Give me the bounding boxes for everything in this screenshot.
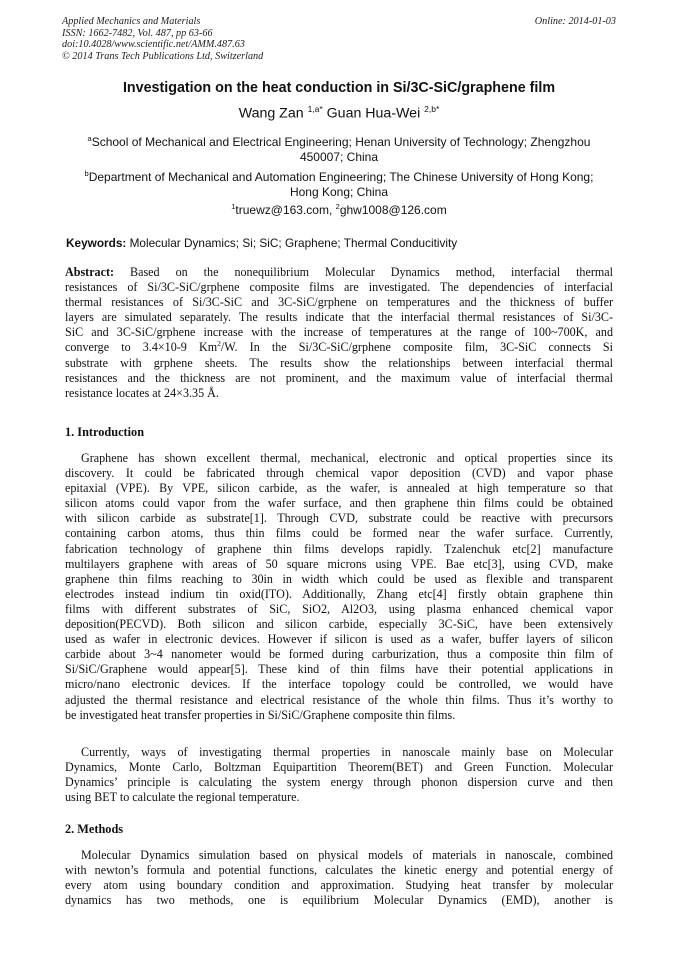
- issn-line: ISSN: 1662-7482, Vol. 487, pp 63-66: [62, 27, 213, 39]
- section-heading-methods: 2. Methods: [65, 822, 124, 836]
- author-1: Wang Zan: [238, 105, 308, 122]
- affiliation-a-line1: School of Mechanical and Electrical Engineering; Henan University of Technology; Zhengzhou: [91, 135, 591, 149]
- affiliation-a-sup: a: [87, 134, 92, 143]
- abstract-label: Abstract:: [65, 265, 115, 279]
- keywords: [66, 236, 457, 250]
- journal-name: Applied Mechanics and Materials: [62, 16, 201, 27]
- text-line: every atom using boundary condition and approximation. Studying heat transfer by molecular: [65, 878, 613, 893]
- abstract-line: resistances of Si/3C-SiC/grphene composite films are investigated. The dependencies of interfacial: [65, 280, 613, 295]
- abstract-line: resistance locates at 24×3.35 Å.: [65, 385, 219, 400]
- abstract-line: thermal resistances of Si/3C-SiC and 3C-SiC/grphene on temperatures and the thickness of buffer: [65, 295, 613, 310]
- abstract-line: SiC and 3C-SiC/grphene increase with the increase of temperatures at the range of 100~700K, and: [65, 325, 613, 340]
- text-line: with newton’s formula and potential functions, calculates the kinetic energy and potential energy of: [65, 863, 613, 878]
- text-line: Si/SiC/Graphene would appear[5]. These kind of thin films have their potential applications in: [65, 662, 613, 677]
- email-2-sup: 2: [335, 202, 340, 211]
- text-line: deposition(PECVD). Both silicon and silicon carbide, especially 3C-SiC, have been extensively: [65, 617, 613, 632]
- text-line: silicon atoms could vapor from the wafer surface, and then graphene thin films could be obtained: [65, 496, 613, 511]
- affiliation-b-line1: Department of Mechanical and Automation Engineering; The Chinese University of Hong Kong;: [88, 170, 594, 184]
- abstract-line: /W. In the Si/3C-SiC/grphene composite film, 3C-SiC connects Si: [220, 340, 613, 355]
- author-2: Guan Hua-Wei: [322, 105, 425, 122]
- text-line: Currently, ways of investigating thermal properties in nanoscale mainly base on Molecular: [81, 745, 613, 759]
- text-line: fabrication technology of graphene thin films develops rapidly. Tzalenchuk etc[2] manufacture: [65, 541, 613, 556]
- copyright-line: © 2014 Trans Tech Publications Ltd, Switzerland: [62, 50, 264, 62]
- methods-paragraph-1: [65, 848, 613, 908]
- text-line: be investigated heat transfer properties in Si/SiC/Graphene composite thin films.: [65, 707, 456, 722]
- affiliation-a: [66, 131, 612, 165]
- email-line: [0, 202, 678, 217]
- text-line: discovery. It could be fabricated through chemical vapor deposition (CVD) and vapor phase: [65, 466, 613, 481]
- text-line: carbide about 3~4 nanometer would be formed during carburization, thus a composite thin film of: [65, 647, 613, 662]
- affiliation-a-line2: 450007; China: [299, 150, 379, 164]
- abstract-line: converge to 3.4×10-9 Km: [65, 340, 218, 355]
- paper-title: Investigation on the heat conduction in Si/3C-SiC/graphene film: [122, 80, 556, 96]
- author-2-sup: 2,b*: [424, 104, 440, 114]
- email-1-sup: 1: [231, 202, 236, 211]
- intro-paragraph-2: [65, 745, 613, 805]
- abstract-sup: 2: [217, 339, 221, 349]
- text-line: Dynamics, Monte Carlo, Boltzman Equipartition Theorem(BET) and Green Function. Molecular: [65, 760, 613, 775]
- text-line: containing carbon atoms, thus thin films could be formed near the wafer surface. Currently,: [65, 526, 613, 541]
- online-date: Online: 2014-01-03: [534, 16, 616, 27]
- text-line: dynamics has two methods, one is equilibrium Molecular Dynamics (EMD), another is: [65, 893, 613, 908]
- text-line: Molecular Dynamics simulation based on physical models of materials in nanoscale, combined: [81, 848, 613, 862]
- affiliation-b-line2: Hong Kong; China: [289, 185, 389, 199]
- abstract-line: substrate with grphene sheets. The results show the relationships between interfacial thermal: [65, 355, 613, 370]
- doi-line: doi:10.4028/www.scientific.net/AMM.487.63: [62, 39, 245, 50]
- text-line: using BET to calculate the regional temperature.: [65, 790, 300, 805]
- author-1-sup: 1,a*: [307, 104, 323, 114]
- keywords-text: Molecular Dynamics; Si; SiC; Graphene; Thermal Conducitivity: [126, 236, 458, 250]
- text-line: micro/nano electronic devices. If the interface topology could be controlled, we would have: [65, 677, 613, 692]
- text-line: used as wafer in electronic devices. However if silicon is used as a wafer, buffer layers of silicon: [65, 632, 613, 647]
- text-line: films with different substrates of SiC, SiO2, Al2O3, using plasma enhanced chemical vapor: [65, 601, 613, 616]
- text-line: electrodes instead indium tin oxid(ITO). Additionally, Zhang etc[4] firstly obtain graphene thin: [65, 586, 613, 601]
- email-1: truewz@163.com,: [235, 203, 336, 217]
- journal-header: [62, 16, 263, 62]
- intro-paragraph-1: [65, 451, 613, 723]
- text-line: with silicon carbide as substrate[1]. Through CVD, substrate could be reactive with precursors: [65, 511, 613, 526]
- affiliation-b-sup: b: [84, 169, 89, 178]
- section-heading-introduction: 1. Introduction: [65, 425, 145, 439]
- text-line: Graphene has shown excellent thermal, mechanical, electronic and optical properties since its: [81, 451, 613, 465]
- text-line: adjusted the thermal resistance and electrical resistance of the whole thin films. Thus it’s worthy to: [65, 692, 613, 707]
- abstract-line: Based on the nonequilibrium Molecular Dynamics method, interfacial thermal: [114, 265, 613, 279]
- author-line: [0, 104, 678, 122]
- keywords-label: Keywords:: [66, 236, 127, 250]
- email-2: ghw1008@126.com: [339, 203, 447, 217]
- text-line: multilayers graphene with areas of 50 square microns using VPE. Bae etc[3], using CVD, make: [65, 556, 613, 571]
- abstract: [65, 265, 613, 401]
- text-line: epitaxial (VPE). By VPE, silicon carbide, as the wafer, is annealed at high temperature so that: [65, 481, 613, 496]
- affiliation-b: [66, 166, 612, 200]
- abstract-line: layers are simulated separately. The results indicate that the interfacial thermal resistances of Si/3C-: [65, 310, 613, 325]
- text-line: graphene thin films reaching to 30in in width which could be used as flexible and transparent: [65, 571, 613, 586]
- abstract-line: resistances and the thickness are not prominent, and the maximum value of interfacial thermal: [65, 370, 613, 385]
- text-line: Dynamics’ principle is calculating the system energy through phonon dispersion curve and then: [65, 775, 613, 790]
